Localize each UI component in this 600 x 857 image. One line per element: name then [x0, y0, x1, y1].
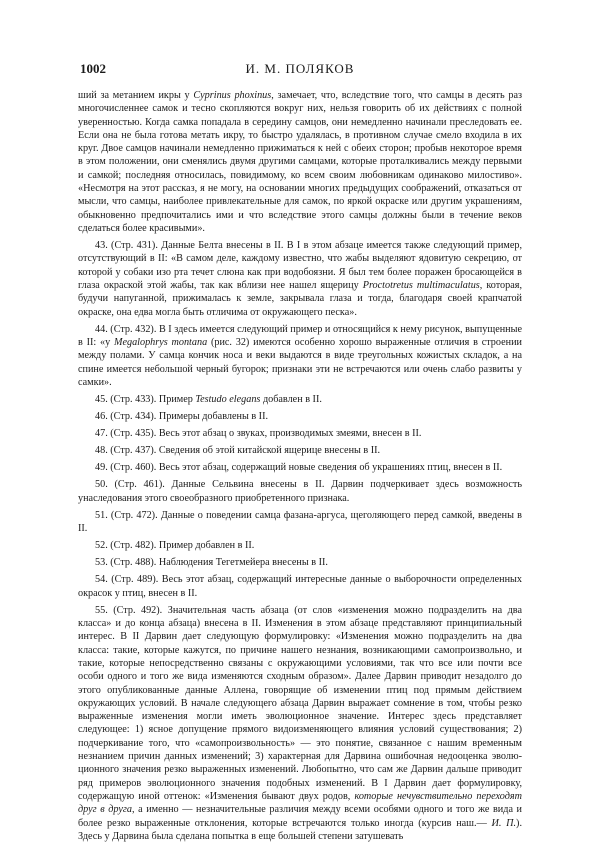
note-46: 46. (Стр. 434). Примеры добавлены в II.	[95, 411, 269, 423]
note-51: 51. (Стр. 472). Данные о поведении самца фазана-аргуса, щеголяющего перед самкой, введены в II.	[78, 509, 522, 535]
note-49: 49. (Стр. 460). Весь этот абзац, содержащий новые сведения об украшениях птиц, внесен в II.	[95, 462, 503, 474]
note-52: 52. (Стр. 482). Пример добавлен в II.	[95, 540, 255, 552]
page-header	[80, 61, 520, 79]
page-number: 1002	[80, 61, 106, 76]
running-title: И. М. ПОЛЯКОВ	[245, 61, 355, 76]
body-text	[78, 89, 522, 843]
note-50: 50. (Стр. 461). Данные Сельвина внесены в II. Дарвин подчеркивает здесь возможность унаследования этого своеобразного приобретенного признака.	[78, 479, 522, 504]
latin-name: Megalophrys montana	[113, 336, 208, 348]
note-45: 45. (Стр. 433). Пример Testudo elegans добавлен в II.	[95, 393, 322, 405]
italic-quote: которые нечувствительно переходят друг в друга	[78, 790, 522, 816]
note-48: 48. (Стр. 437). Сведения об этой китайской ящерице внесены в II.	[95, 445, 381, 457]
note-44: 44. (Стр. 432). В I здесь имеется следующий пример и относящийся к нему рисунок, выпущенные в II: «у Megalophrys montana (рис. 32) имеются особенно хорошо выраженные отличия в строении между полами. У самца кончик носа и веки выдаются в виде треугольных кожистых складок, а на спине имеется небольшой черный бугорок; признаки эти не встречаются или очень слабо развиты у самки».	[78, 323, 522, 388]
paragraph-continued: ший за метанием икры у Cyprinus phoxinus, замечает, что, вследствие того, что самцы в десять раз многочисленнее самок и тесно скопляются вокруг них, нельзя говорить об их действиях с полной уверенностью. Когда самка попадала в середину самцов, они немедленно начинали преследовать ее. Если она не была готова метать икру, то быстро удалялась, в противном случае смело входила в их круг. Двое самцов начинали немедленно прижиматься к ней с обеих сторон; пробыв некоторое время в этом положении, они сменялись двумя другими самцами, которые проталкивались между первыми и самкой; последняя относилась, повидимому, ко всем своим любовникам одинаково милостиво». «Несмотря на этот рассказ, я не могу, на основании многих предыдущих соображений, отказаться от мысли, что самцы, наиболее привлекательные для самок, по яркой окраске или другим украшениям, обыкновенно предпочитались ими и что вследствие этого самцы должны были в течение веков сделаться более красивыми».	[78, 90, 522, 234]
author-initials: И. П.	[491, 817, 517, 829]
note-55: 55. (Стр. 492). Значительная часть абзаца (от слов «изменения можно подразделить на два класса» и до конца абзаца) внесена в II. Изменения в этом абзаце представляют принципиальный интерес. В II Дарвин дает следующую формулировку: «Изменения можно подразделить на два класса: такие, которые кажутся, по причине нашего незнания, возникающими самопроизвольно, и такие, которые непосредственно связаны с окружающими условиями, так что все или почти все особи одного и того же вида изменяются сходным образом». Далее Дарвин приводит незадолго до этого опубликованные данные Аллена, говорящие об изменении птиц под прямым действием окружающих условий. В начале следующего абзаца Дарвин выражает сомнение в том, чтобы резко выраженные изменения могли иметь эволюционное значение. Интерес здесь представляет следующее: 1) ясное допущение прямого видоизменяющего влияния условий существования; 2) подчеркивание того, что «самопроизвольность» — это понятие, связанное с нашим временным незнанием причин данных изменений; 3) характерная для Дарвина ошибочная недооценка эволюционного значения резко выраженных изменений. Любопытно, что сам же Дарвин дальше приводит ряд примеров эволюционного значения подобных изменений. В I Дарвин дает формулировку, содержащую иной оттенок: «Изменения бывают двух родов, которые нечувствительно переходят друг в друга, а именно — незначительные различия между всеми особями одного и того же вида и более резко выраженные отклонения, которые встречаются только иногда (курсив наш.— И. П.). Здесь у Дарвина была сделана попытка в еще большей степени затушевать	[78, 604, 523, 842]
note-47: 47. (Стр. 435). Весь этот абзац о звуках, производимых змеями, внесен в II.	[95, 428, 422, 440]
latin-name: Testudo elegans	[195, 393, 261, 405]
note-43: 43. (Стр. 431). Данные Белта внесены в II. В I в этом абзаце имеется также следующий пример, отсутствующий в II: «В самом деле, каждому известно, что жабы выделяют ядовитую секрецию, от которой у собаки изо рта течет слюна как при водобоязни. Я был тем более поражен бросающейся в глаза окраской этой жабы, так как вблизи нее нашел ящерицу Proctotretus multimaculatus, которая, будучи напуганной, прижималась к земле, закрывала глаза и тогда, благодаря своей крапчатой окраске, она едва могла быть отличима от окружающего песка».	[78, 240, 523, 318]
note-53: 53. (Стр. 488). Наблюдения Тегетмейера внесены в II.	[95, 557, 328, 569]
latin-name: Proctotretus multimaculatus	[362, 279, 480, 291]
note-54: 54. (Стр. 489). Весь этот абзац, содержащий интересные данные о выборочности определенных окрасок у птиц, внесен в II.	[78, 574, 522, 599]
latin-name: Cyprinus phoxinus	[193, 90, 272, 101]
